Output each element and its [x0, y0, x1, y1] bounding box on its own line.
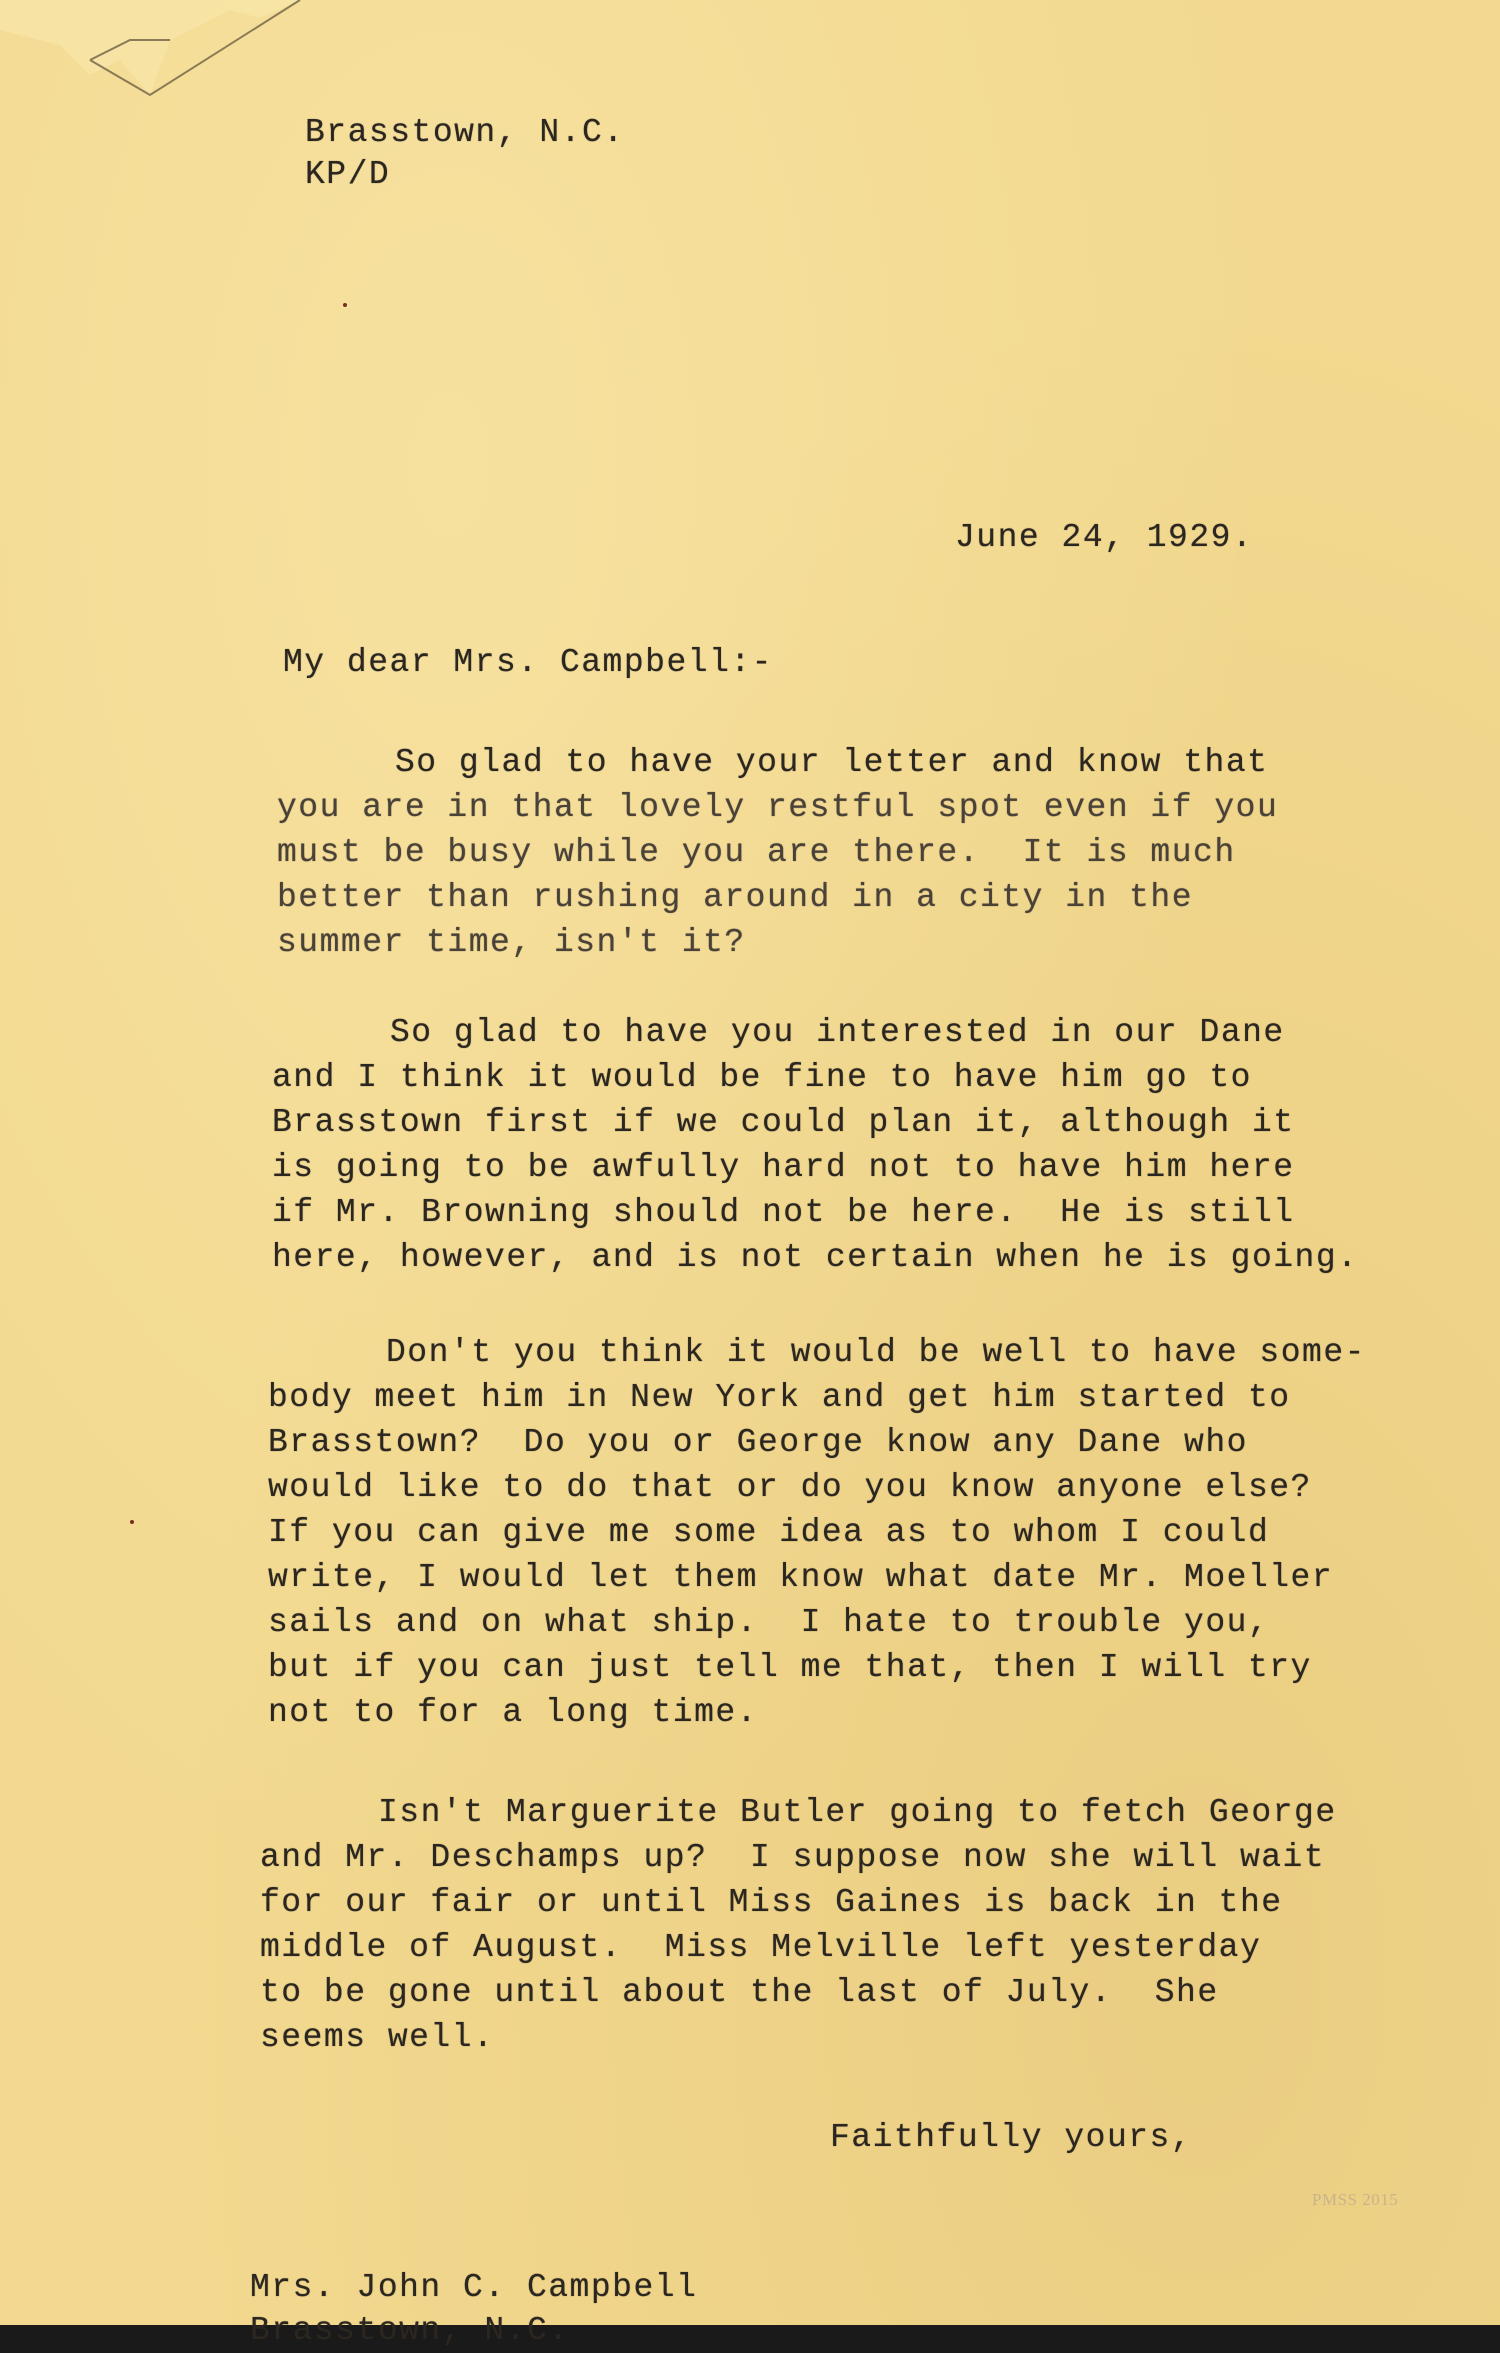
paragraph-line: body meet him in New York and get him started to [268, 1379, 1291, 1416]
paragraph-line: seems well. [260, 2019, 495, 2056]
paragraph-4 [260, 1790, 1337, 2060]
paragraph-line: here, however, and is not certain when he is going. [272, 1239, 1359, 1276]
paragraph-line: is going to be awfully hard not to have him here [272, 1149, 1295, 1186]
paragraph-line: middle of August. Miss Melville left yesterday [260, 1929, 1262, 1966]
paragraph-line: Don't you think it would be well to have some- [386, 1334, 1366, 1371]
paragraph-line: not to for a long time. [268, 1694, 758, 1731]
paragraph-line: but if you can just tell me that, then I will try [268, 1649, 1312, 1686]
paragraph-line: So glad to have you interested in our Dane [390, 1014, 1285, 1051]
paragraph-line: better than rushing around in a city in the [277, 879, 1194, 916]
paragraph-1 [277, 740, 1278, 965]
paragraph-line: Brasstown first if we could plan it, although it [272, 1104, 1295, 1141]
ink-speck [343, 303, 347, 307]
ink-speck [130, 1520, 134, 1524]
paragraph-line: Isn't Marguerite Butler going to fetch George [378, 1794, 1337, 1831]
recipient-name: Mrs. John C. Campbell [250, 2269, 698, 2306]
sender-location: Brasstown, N.C. [305, 114, 625, 151]
paragraph-3 [268, 1330, 1366, 1735]
paragraph-line: summer time, isn't it? [277, 924, 746, 961]
paragraph-line: and Mr. Deschamps up? I suppose now she will wait [260, 1839, 1326, 1876]
paragraph-line: and I think it would be fine to have him go to [272, 1059, 1252, 1096]
recipient-address: Brasstown, N.C. [250, 2312, 570, 2349]
folded-corner-decoration [0, 0, 330, 110]
paragraph-line: to be gone until about the last of July. She [260, 1974, 1219, 2011]
paragraph-line: write, I would let them know what date Mr. Moeller [268, 1559, 1334, 1596]
reference-initials: KP/D [305, 156, 391, 193]
letter-date: June 24, 1929. [955, 519, 1254, 556]
paragraph-line: would like to do that or do you know anyone else? [268, 1469, 1312, 1506]
archive-stamp: PMSS 2015 [1312, 2190, 1399, 2209]
paragraph-line: So glad to have your letter and know that [395, 744, 1269, 781]
paragraph-line: If you can give me some idea as to whom I could [268, 1514, 1270, 1551]
paragraph-line: you are in that lovely restful spot even if you [277, 789, 1279, 826]
paragraph-line: sails and on what ship. I hate to trouble you, [268, 1604, 1270, 1641]
paragraph-2 [272, 1010, 1358, 1280]
closing: Faithfully yours, [830, 2119, 1193, 2156]
paragraph-line: Brasstown? Do you or George know any Dane who [268, 1424, 1248, 1461]
paragraph-line: for our fair or until Miss Gaines is back in the [260, 1884, 1283, 1921]
salutation: My dear Mrs. Campbell:- [283, 644, 773, 681]
paragraph-line: must be busy while you are there. It is much [277, 834, 1236, 871]
paragraph-line: if Mr. Browning should not be here. He is still [272, 1194, 1295, 1231]
